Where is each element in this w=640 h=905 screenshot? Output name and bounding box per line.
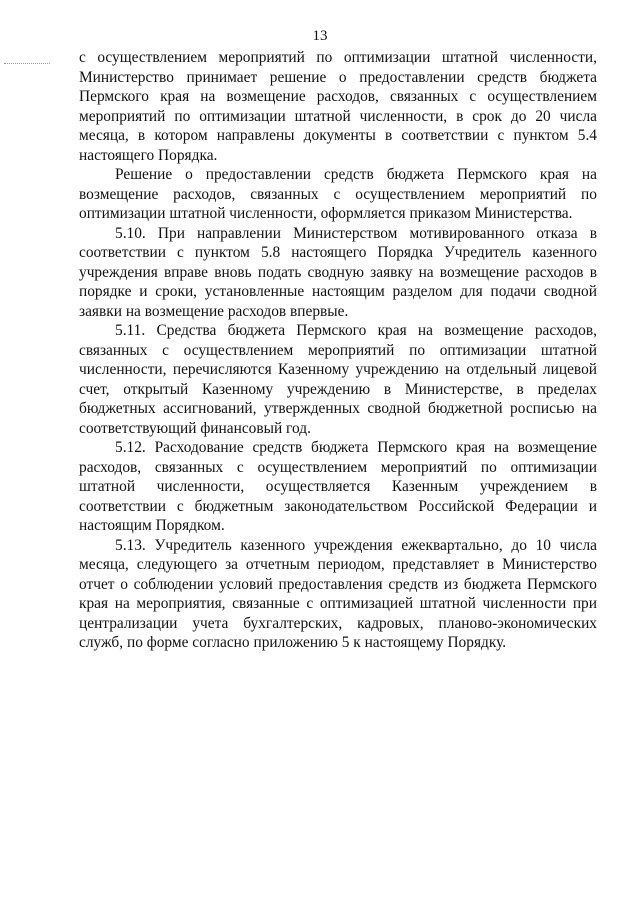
document-body	[79, 48, 597, 653]
scan-artifact-line	[4, 63, 50, 64]
paragraph-continuation: с осуществлением мероприятий по оптимизации штатной численности, Министерство принимает решение о предоставлении средств бюджета Пермского края на возмещение расходов, связанных с осуществлением мероприятий по оптимизации штатной численности, в срок до 20 числа месяца, в котором направлены документы в соответствии с пунктом 5.4 настоящего Порядка.	[79, 49, 597, 164]
page-number: 13	[312, 28, 328, 44]
paragraph-5-10: 5.10. При направлении Министерством мотивированного отказа в соответствии с пунктом 5.8 настоящего Порядка Учредитель казенного учреждения вправе вновь подать сводную заявку на возмещение расходов в порядке и сроки, установленные настоящим разделом для подачи сводной заявки на возмещение расходов впервые.	[79, 224, 597, 320]
paragraph-decision: Решение о предоставлении средств бюджета Пермского края на возмещение расходов, связанных с осуществлением мероприятий по оптимизации штатной численности, оформляется приказом Министерства.	[79, 166, 597, 222]
paragraph-5-12: 5.12. Расходование средств бюджета Пермского края на возмещение расходов, связанных с осуществлением мероприятий по оптимизации штатной численности, осуществляется Казенным учреждением в соответствии с бюджетным законодательством Российской Федерации и настоящим Порядком.	[79, 439, 597, 534]
paragraph-5-13: 5.13. Учредитель казенного учреждения ежеквартально, до 10 числа месяца, следующего за отчетным периодом, представляет в Министерство отчет о соблюдении условий предоставления средств из бюджета Пермского края на мероприятия, связанные с оптимизацией штатной численности при централизации учета бухгалтерских, кадровых, планово-экономических служб, по форме согласно приложению 5 к настоящему Порядку.	[79, 536, 597, 651]
paragraph-5-11: 5.11. Средства бюджета Пермского края на возмещение расходов, связанных с осуществлением мероприятий по оптимизации штатной численности, перечисляются Казенному учреждению на отдельный лицевой счет, открытый Казенному учреждению в Министерстве, в пределах бюджетных ассигнований, утвержденных сводной бюджетной росписью на соответствующий финансовый год.	[79, 322, 597, 437]
